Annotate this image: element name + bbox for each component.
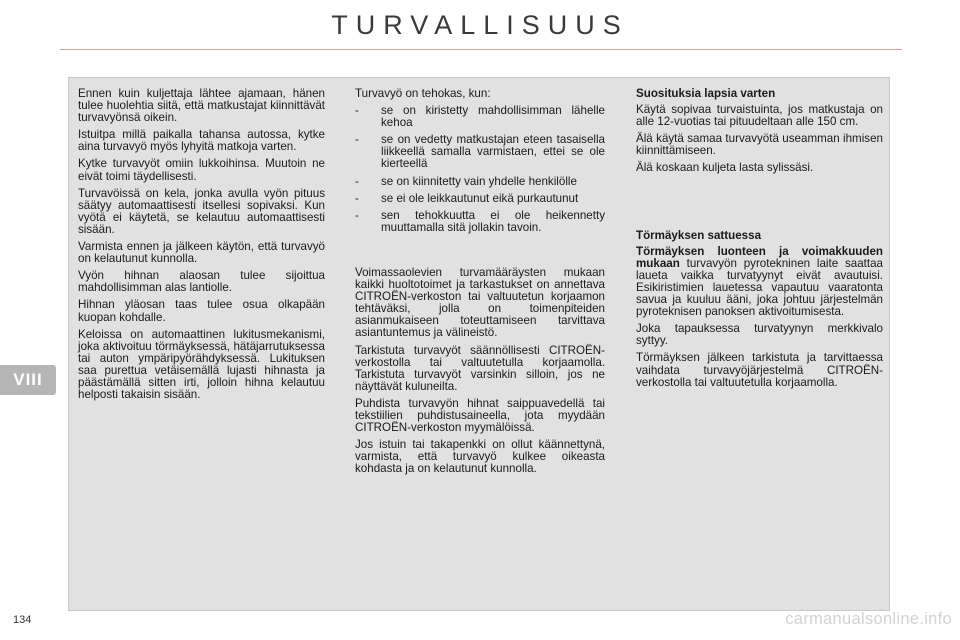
conditions-list bbox=[355, 105, 605, 234]
paragraph: Törmäyksen jälkeen tarkistuta ja tarvittaessa vaihdata turvavyöjärjestelmä CITROËN-verkostolla tai valtuutetulla korjaamolla. bbox=[636, 351, 883, 389]
paragraph: Tarkistuta turvavyöt säännöllisesti CITROËN-verkostolla tai valtuutetulla korjaamolla. Tarkistuta turvavyöt varsinkin silloin, jos ne näyttävät kuluneilta. bbox=[355, 343, 605, 393]
paragraph: Istuitpa millä paikalla tahansa autossa, kytke aina turvavyö myös lyhyitä matkoja varten. bbox=[78, 128, 325, 154]
paragraph: Varmista ennen ja jälkeen käytön, että turvavyö on kelautunut kunnolla. bbox=[78, 240, 325, 266]
content-panel bbox=[68, 77, 890, 611]
paragraph: Vyön hihnan alaosan tulee sijoittua mahdollisimman alas lantiolle. bbox=[78, 269, 325, 295]
paragraph: Kytke turvavyöt omiin lukkoihinsa. Muutoin ne eivät toimi täydellisesti. bbox=[78, 157, 325, 183]
paragraph: Puhdista turvavyön hihnat saippuavedellä tai tekstiilien puhdistusaineella, jota myydään CITROËN-verkoston myymälöissä. bbox=[355, 396, 605, 435]
paragraph: Turvavöissä on kela, jonka avulla vyön pituus säätyy automaattisesti itsellesi sopivaksi. Kun vyötä ei käytetä, se kelautuu automaattisesti sisään. bbox=[78, 186, 325, 236]
column-3 bbox=[636, 88, 883, 394]
list-intro: Turvavyö on tehokas, kun: bbox=[355, 87, 491, 100]
paragraph bbox=[636, 246, 883, 319]
spacer bbox=[636, 180, 883, 230]
list-item-text: se on vedetty matkustajan eteen tasaisella liikkeellä samalla varmistaen, ettei se ole kierteellä bbox=[381, 133, 605, 171]
list-item bbox=[355, 134, 605, 170]
list-item bbox=[355, 176, 605, 188]
column-2 bbox=[355, 88, 605, 480]
section-heading-collision: Törmäyksen sattuessa bbox=[636, 228, 762, 242]
list-item-text: sen tehokkuutta ei ole heikennetty muuttamalla sitä jollakin tavoin. bbox=[381, 208, 605, 234]
page-number: 134 bbox=[13, 614, 32, 626]
paragraph: Keloissa on automaattinen lukitusmekanismi, joka aktivoituu törmäyksessä, hätäjarrutuksessa tai auton ympäripyörähdyksessä. Lukituksen saa purettua vetäisemällä lujasti hihnasta ja päästämällä sitten irti, jolloin hihna kelautuu helposti takaisin sisään. bbox=[78, 327, 325, 402]
section-heading-children: Suosituksia lapsia varten bbox=[636, 87, 776, 100]
bold-lead: Törmäyksen luonteen ja voimakkuuden mukaan bbox=[636, 244, 883, 270]
title-divider bbox=[60, 49, 902, 50]
dash-marker: - bbox=[355, 191, 359, 205]
paragraph: Voimassaolevien turvamääräysten mukaan kaikki huoltotoimet ja tarkastukset on annettava CITROËN-verkoston tai valtuutetun korjaamon tehtäväksi, jolla on toimenpiteiden asianmukaiseen toteuttamiseen tarvittava asiantuntemus ja välineistö. bbox=[355, 265, 605, 340]
dash-marker: - bbox=[355, 174, 359, 188]
paragraph: Jos istuin tai takapenkki on ollut käännettynä, varmista, että turvavyö kulkee oikeasta kohdasta ja on kelautunut kunnolla. bbox=[355, 438, 605, 476]
page-title: TURVALLISUUS bbox=[331, 10, 629, 40]
paragraph: Hihnan yläosan taas tulee osua olkapään kuopan kohdalle. bbox=[78, 298, 325, 324]
list-item bbox=[355, 210, 605, 234]
paragraph: Ennen kuin kuljettaja lähtee ajamaan, hänen tulee huolehtia siitä, että matkustajat kiinnittävät turvavyönsä oikein. bbox=[78, 87, 325, 125]
paragraph: Joka tapauksessa turvatyynyn merkkivalo syttyy. bbox=[636, 322, 883, 348]
list-item-text: se ei ole leikkautunut eikä purkautunut bbox=[381, 191, 579, 205]
dash-marker: - bbox=[355, 133, 359, 147]
paragraph: Käytä sopivaa turvaistuinta, jos matkustaja on alle 12-vuotias tai pituudeltaan alle 150 cm. bbox=[636, 103, 883, 129]
watermark: carmanualsonline.info bbox=[785, 610, 952, 628]
list-item bbox=[355, 193, 605, 205]
chapter-tab: VIII bbox=[0, 365, 56, 395]
paragraph: Älä koskaan kuljeta lasta sylissäsi. bbox=[636, 161, 814, 175]
dash-marker: - bbox=[355, 208, 359, 222]
paragraph-rest: turvavyön pyrotekninen laite saattaa laueta vaikka turvatyynyt eivät avautuisi. Esikiristimien lauetessa vapautuu vaaratonta savua ja kuuluu ääni, joka johtuu järjestelmän pyroteknisen panoksen aktivoitumisesta. bbox=[636, 256, 883, 319]
spacer bbox=[355, 239, 605, 267]
list-item-text: se on kiristetty mahdollisimman lähelle kehoa bbox=[381, 104, 605, 130]
column-1 bbox=[78, 88, 325, 406]
paragraph: Älä käytä samaa turvavyötä useamman ihmisen kiinnittämiseen. bbox=[636, 132, 883, 158]
dash-marker: - bbox=[355, 104, 359, 118]
list-item bbox=[355, 105, 605, 129]
list-item-text: se on kiinnitetty vain yhdelle henkilölle bbox=[381, 174, 577, 188]
